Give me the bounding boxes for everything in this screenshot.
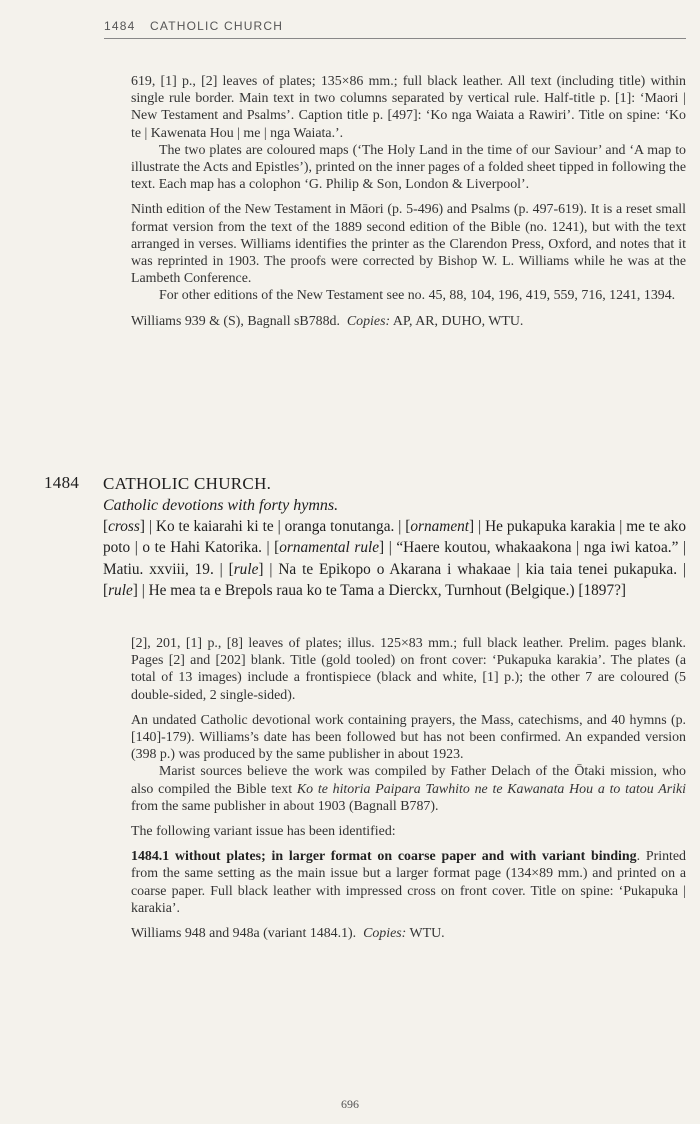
- previous-entry: [131, 73, 686, 330]
- transcr-ornamental-rule: ornamental rule: [279, 539, 380, 557]
- physical-description: [2], 201, [1] p., [8] leaves of plates; illus. 125×83 mm.; full black leather. Prelim. pages blank. Pages [2] and [202] blank. Title (gold tooled) on front cover: ‘Pukapuka karakia’. The plates (a total of 13 images) include a frontispiece (black and white, [1] p.); the other 7 are coloured (5 double-sided, 2 single-sided).: [131, 636, 686, 703]
- page-folio: 696: [341, 1097, 359, 1111]
- copies-label: Copies:: [363, 926, 407, 942]
- variant-heading: 1484.1 without plates; in larger format on coarse paper and with variant binding: [131, 849, 637, 865]
- entry-body: [131, 635, 686, 942]
- transcr-cross: cross: [108, 518, 140, 535]
- prev-copies-list: AP, AR, DUHO, WTU.: [392, 313, 524, 329]
- entry-number: 1484: [44, 473, 80, 492]
- entry-subtitle: Catholic devotions with forty hymns.: [103, 497, 339, 514]
- compiler-note: [131, 763, 686, 815]
- entry-heading: CATHOLIC CHURCH.: [103, 474, 272, 493]
- references: [131, 925, 686, 942]
- compiler-note-a: Marist sources believe the work was compiled by Father Delach of the Ōtaki mission, who also compiled the Bible text: [131, 764, 686, 797]
- prev-plates-note: The two plates are coloured maps (‘The Holy Land in the time of our Saviour’ and ‘A map to illustrate the Acts and Epistles’), printed on the inner pages of a folded sheet tipped in following the text. Each map has a colophon ‘G. Philip & Son, London & Liverpool’.: [131, 142, 686, 193]
- prev-copies-label: Copies:: [346, 313, 391, 329]
- running-head-title: CATHOLIC CHURCH: [150, 19, 284, 33]
- prev-edition-note: Ninth edition of the New Testament in Māori (p. 5-496) and Psalms (p. 497-619). It is a reset small format version from the text of the 1889 second edition of the Bible (no. 1241), but with the text arranged in verses. Williams identifies the printer as the Clarendon Press, Oxford, and notes that it was reprinted in 1903. The proofs were corrected by Bishop W. L. Williams while he was at the Lambeth Conference.: [131, 202, 686, 287]
- running-head-number: 1484: [104, 19, 136, 33]
- transcr-part: | He pukapuka karakia | me te ako poto | o te Hahi Katorika. |: [103, 518, 686, 557]
- transcr-rule: rule: [108, 582, 133, 600]
- compiler-note-b: from the same publisher in about 1903 (Bagnall B787).: [131, 798, 439, 814]
- variant-issue: [131, 848, 686, 917]
- compiler-note-title: Ko te hitoria Paipara Tawhito ne te Kawanata Hou a to tatou Ariki: [296, 781, 686, 797]
- title-transcription: [cross] | Ko te kaiarahi ki te | oranga tonutanga. | [ornament] | He pukapuka karakia | me te ako poto | o te Hahi Katorika. | [ornamental rule] | “Haere koutou, whakaakona | nga iwi katoa.” | Matiu. xxviii, 19. | [rule] | Na te Epikopo o Akarana i whakaae | kia taia tenei pukapuka. | [rule] | He mea ta e Brepols raua ko te Tama a Dierckx, Turnhout (Belgique.) [1897?]: [103, 518, 686, 600]
- prev-references: [131, 313, 686, 330]
- transcr-part: | Na te Epikopo o Akarana i whakaae | kia taia tenei pukapuka. |: [263, 560, 686, 578]
- transcr-part: | He mea ta e Brepols raua ko te Tama a Dierckx, Turnhout (Belgique.) [1897?]: [137, 582, 626, 600]
- content-note: An undated Catholic devotional work containing prayers, the Mass, catechisms, and 40 hymns (p. [140]-179). Williams’s date has been followed but has not been confirmed. An expanded version (398 p.) was produced by the same publisher in about 1923.: [131, 712, 686, 763]
- running-head: [104, 19, 686, 39]
- prev-other-editions: For other editions of the New Testament see no. 45, 88, 104, 196, 419, 559, 716, 1241, 1394.: [159, 288, 676, 304]
- transcr-ornament: ornament: [410, 518, 470, 535]
- prev-physical-description: 619, [1] p., [2] leaves of plates; 135×86 mm.; full black leather. All text (including title) within single rule border. Main text in two columns separated by vertical rule. Half-title p. [1]: ‘Maori | New Testament and Psalms’. Caption title p. [497]: ‘Ko nga Waiata a Rawiri’. Title on spine: ‘Ko te | Kawenata Hou | me | nga Waiata.’.: [131, 74, 686, 141]
- variant-text: . Printed from the same setting as the main issue but a larger format page (134×89 mm.) and printed on a coarse paper. Full black leather with impressed cross on front cover. Title on spine: ‘Pukapuka | karakia’.: [131, 849, 686, 916]
- transcr-part: | Ko te kaiarahi ki te | oranga tonutanga. |: [144, 518, 406, 535]
- transcr-part: | “Haere koutou, whakaakona | nga iwi katoa.” | Matiu. xxviii, 19. |: [103, 539, 686, 578]
- copies-list: WTU.: [409, 926, 445, 942]
- entry-heading-block: [103, 473, 686, 602]
- prev-refs-text: Williams 939 & (S), Bagnall sB788d.: [131, 313, 340, 329]
- refs-text: Williams 948 and 948a (variant 1484.1).: [131, 926, 357, 942]
- variant-intro: The following variant issue has been identified:: [131, 824, 396, 840]
- transcr-rule: rule: [233, 560, 259, 578]
